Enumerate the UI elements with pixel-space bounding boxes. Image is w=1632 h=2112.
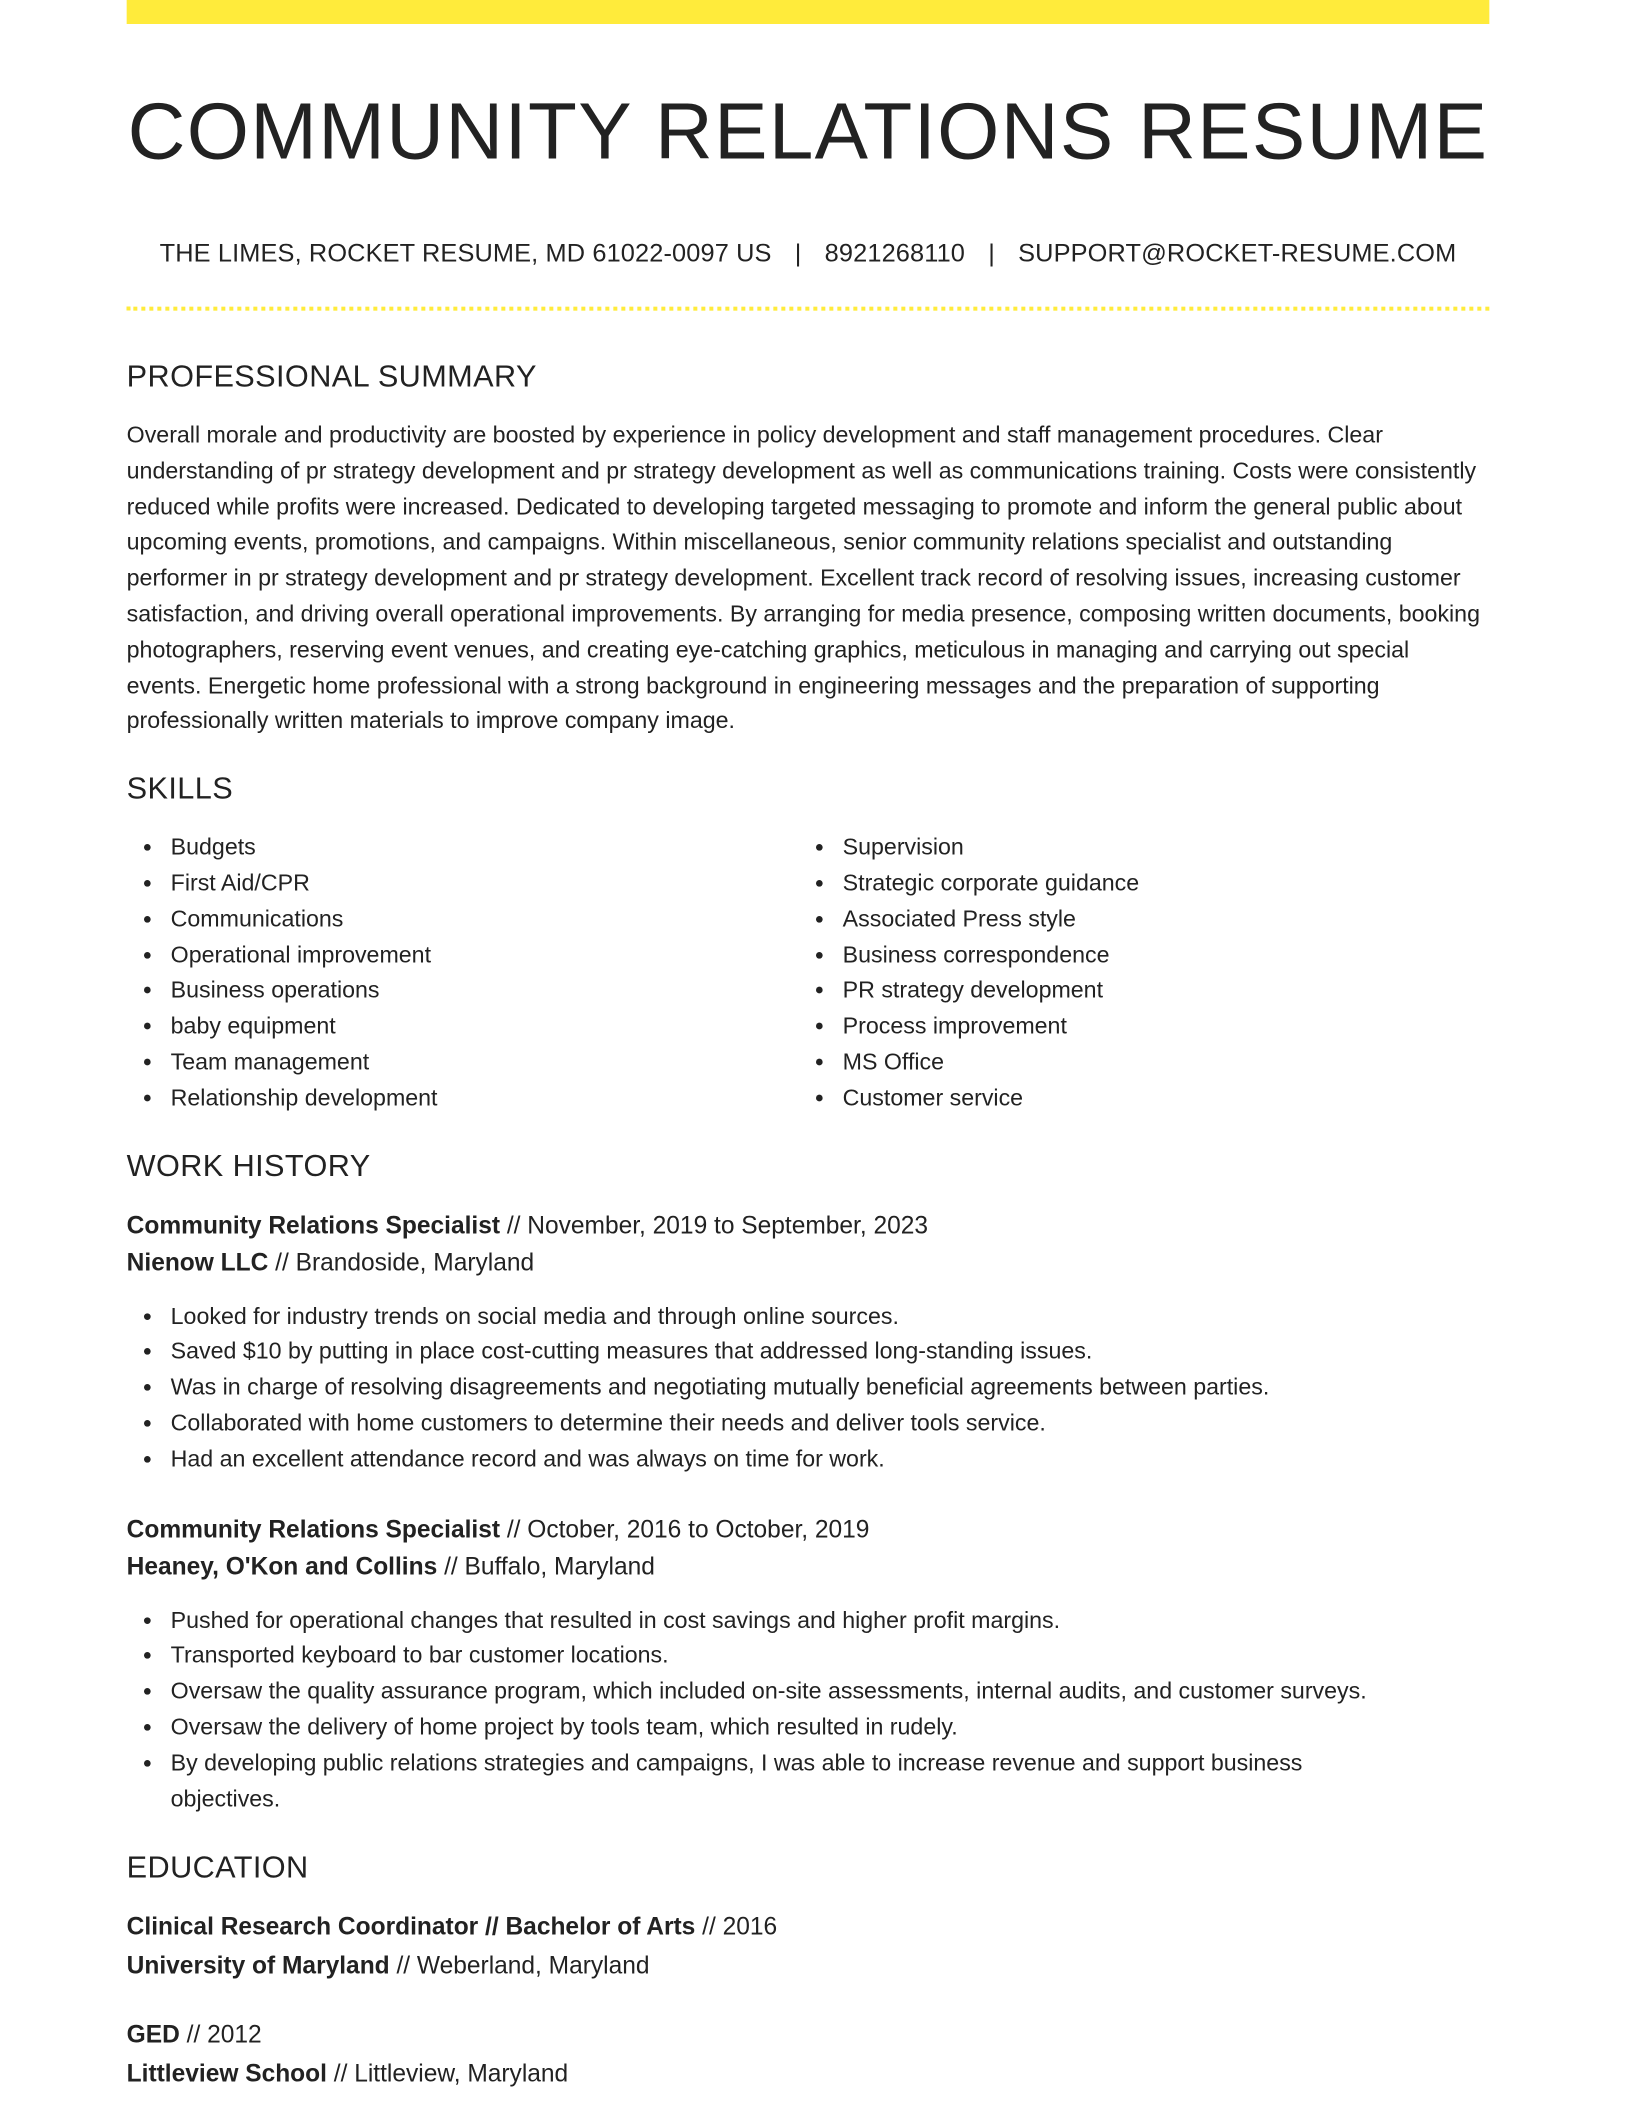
- job-company: Nienow LLC: [126, 1248, 269, 1277]
- education-school-line: [127, 2054, 1490, 2092]
- contact-phone: 8921268110: [824, 239, 966, 268]
- skill-item: Communications: [127, 901, 799, 937]
- job-bullet: Collaborated with home customers to determine their needs and deliver tools service.: [127, 1405, 1490, 1441]
- education-degree-line: [127, 1908, 1490, 1946]
- job-company-line: [127, 1548, 1490, 1586]
- job-role: Community Relations Specialist: [126, 1514, 501, 1543]
- job-bullet: Oversaw the quality assurance program, which included on-site assessments, internal audits, and customer surveys.: [127, 1673, 1490, 1709]
- skill-item: baby equipment: [127, 1008, 799, 1044]
- dotted-divider: [127, 307, 1490, 311]
- job-entry: [127, 1510, 1490, 1816]
- education-entry: [127, 1908, 1490, 1984]
- accent-top-bar: [127, 0, 1490, 24]
- job-bullet: Saved $10 by putting in place cost-cutting measures that addressed long-standing issues.: [127, 1334, 1490, 1370]
- education-year: // 2016: [695, 1912, 778, 1941]
- job-bullet: Pushed for operational changes that resulted in cost savings and higher profit margins.: [127, 1602, 1490, 1638]
- skills-columns: [127, 830, 1490, 1116]
- skill-item: Business correspondence: [799, 937, 1471, 973]
- skill-item: Team management: [127, 1044, 799, 1080]
- skill-item: Supervision: [799, 830, 1471, 866]
- job-bullet: Oversaw the delivery of home project by tools team, which resulted in rudely.: [127, 1709, 1490, 1745]
- skill-item: Strategic corporate guidance: [799, 865, 1471, 901]
- education-degree: GED: [126, 2020, 180, 2049]
- section-title-skills: SKILLS: [126, 770, 234, 806]
- resume-title: COMMUNITY RELATIONS RESUME: [127, 86, 1489, 176]
- skill-item: Process improvement: [799, 1008, 1471, 1044]
- contact-address: THE LIMES, ROCKET RESUME, MD 61022-0097 US: [159, 239, 772, 268]
- skill-item: Relationship development: [127, 1080, 799, 1116]
- education-degree-line: [127, 2016, 1490, 2054]
- section-title-summary: PROFESSIONAL SUMMARY: [126, 358, 537, 394]
- section-title-education: EDUCATION: [126, 1849, 309, 1885]
- job-bullet: By developing public relations strategies and campaigns, I was able to increase revenue and support business objectives.: [127, 1745, 1490, 1816]
- resume-content: [127, 0, 1490, 2092]
- contact-separator: |: [794, 239, 802, 268]
- skill-item: Business operations: [127, 972, 799, 1008]
- skill-item: PR strategy development: [799, 972, 1471, 1008]
- skill-item: Associated Press style: [799, 901, 1471, 937]
- job-role-line: [127, 1510, 1490, 1548]
- skill-item: Customer service: [799, 1080, 1471, 1116]
- skill-item: Budgets: [127, 830, 799, 866]
- job-company-line: [127, 1244, 1490, 1282]
- job-entry: [127, 1206, 1490, 1477]
- contact-line: [127, 237, 1490, 272]
- skill-item: MS Office: [799, 1044, 1471, 1080]
- skills-list-left: [127, 830, 799, 1116]
- education-location: // Littleview, Maryland: [326, 2058, 569, 2087]
- skills-list-right: [799, 830, 1471, 1116]
- job-role: Community Relations Specialist: [126, 1210, 501, 1239]
- education-year: // 2012: [179, 2020, 262, 2049]
- summary-text: Overall morale and productivity are boosted by experience in policy development and staff management procedures. Clear understanding of pr strategy development and pr strategy development as well as communications training. Costs were consistently reduced while profits were increased. Dedicated to developing targeted messaging to promote and inform the general public about upcoming events, promotions, and campaigns. Within miscellaneous, senior community relations specialist and outstanding performer in pr strategy development and pr strategy development. Excellent track record of resolving issues, increasing customer satisfaction, and driving overall operational improvements. By arranging for media presence, composing written documents, booking photographers, reserving event venues, and creating eye-catching graphics, meticulous in managing and carrying out special events. Energetic home professional with a strong background in engineering messages and the preparation of supporting professionally written materials to improve company image.: [126, 421, 1480, 734]
- section-title-work-history: WORK HISTORY: [126, 1147, 371, 1183]
- contact-separator: |: [988, 239, 995, 268]
- skill-item: Operational improvement: [127, 937, 799, 973]
- job-location: // Brandoside, Maryland: [268, 1248, 535, 1277]
- job-company: Heaney, O'Kon and Collins: [126, 1552, 438, 1581]
- contact-email: SUPPORT@ROCKET-RESUME.COM: [1018, 239, 1457, 268]
- job-role-line: [127, 1206, 1490, 1244]
- job-bullet: Had an excellent attendance record and was always on time for work.: [127, 1441, 1490, 1477]
- job-dates: // November, 2019 to September, 2023: [500, 1210, 929, 1239]
- job-location: // Buffalo, Maryland: [437, 1552, 655, 1581]
- education-school: University of Maryland: [126, 1950, 390, 1979]
- job-dates: // October, 2016 to October, 2019: [500, 1514, 870, 1543]
- education-school: Littleview School: [126, 2058, 327, 2087]
- job-bullet: Transported keyboard to bar customer locations.: [127, 1638, 1490, 1674]
- education-school-line: [127, 1946, 1490, 1984]
- job-bullets: [127, 1298, 1490, 1477]
- education-entry: [127, 2016, 1490, 2092]
- education-degree: Clinical Research Coordinator // Bachelor of Arts: [126, 1912, 696, 1941]
- skill-item: First Aid/CPR: [127, 865, 799, 901]
- job-bullet: Was in charge of resolving disagreements and negotiating mutually beneficial agreements between parties.: [127, 1370, 1490, 1406]
- job-bullet: Looked for industry trends on social media and through online sources.: [127, 1298, 1490, 1334]
- job-bullets: [127, 1602, 1490, 1816]
- education-location: // Weberland, Maryland: [389, 1950, 650, 1979]
